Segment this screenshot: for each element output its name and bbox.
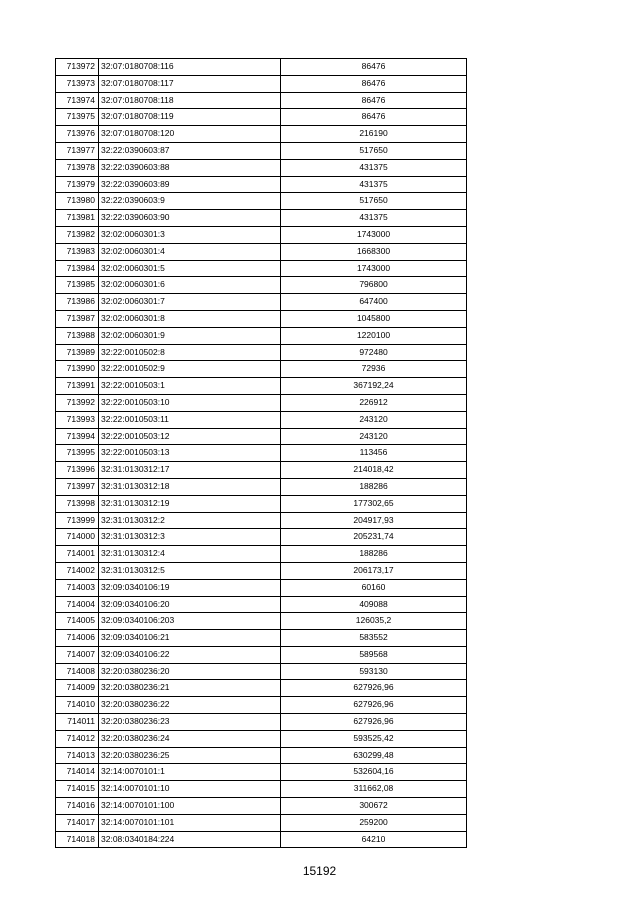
row-id-cell: 713999 (56, 512, 99, 529)
cadastral-value-cell: 1045800 (281, 310, 467, 327)
cadastral-number-cell: 32:02:0060301:9 (99, 327, 281, 344)
table-row (56, 75, 467, 92)
table-row (56, 730, 467, 747)
cadastral-number-cell: 32:20:0380236:21 (99, 680, 281, 697)
cadastral-number-cell: 32:20:0380236:20 (99, 663, 281, 680)
cadastral-number-cell: 32:20:0380236:23 (99, 714, 281, 731)
cadastral-number-cell: 32:22:0390603:88 (99, 159, 281, 176)
table-row (56, 159, 467, 176)
table-row (56, 747, 467, 764)
cadastral-number-cell: 32:22:0010502:9 (99, 361, 281, 378)
row-id-cell: 713997 (56, 478, 99, 495)
table-row (56, 814, 467, 831)
table-row (56, 445, 467, 462)
cadastral-value-cell: 64210 (281, 831, 467, 848)
row-id-cell: 713995 (56, 445, 99, 462)
cadastral-value-cell: 311662,08 (281, 781, 467, 798)
cadastral-value-cell: 431375 (281, 159, 467, 176)
cadastral-number-cell: 32:22:0390603:90 (99, 210, 281, 227)
row-id-cell: 713984 (56, 260, 99, 277)
cadastral-number-cell: 32:31:0130312:18 (99, 478, 281, 495)
row-id-cell: 713983 (56, 243, 99, 260)
page-number: 15192 (302, 864, 337, 878)
cadastral-value-cell: 300672 (281, 798, 467, 815)
cadastral-number-cell: 32:20:0380236:25 (99, 747, 281, 764)
cadastral-number-cell: 32:31:0130312:17 (99, 462, 281, 479)
cadastral-value-cell: 60160 (281, 579, 467, 596)
table-row (56, 260, 467, 277)
cadastral-number-cell: 32:09:0340106:20 (99, 596, 281, 613)
cadastral-number-cell: 32:09:0340106:22 (99, 646, 281, 663)
row-id-cell: 713975 (56, 109, 99, 126)
cadastral-value-cell: 1220100 (281, 327, 467, 344)
cadastral-value-cell: 204917,93 (281, 512, 467, 529)
table-row (56, 59, 467, 76)
row-id-cell: 713982 (56, 226, 99, 243)
row-id-cell: 713977 (56, 142, 99, 159)
cadastral-value-cell: 126035,2 (281, 613, 467, 630)
cadastral-value-cell: 532604,16 (281, 764, 467, 781)
cadastral-value-cell: 647400 (281, 294, 467, 311)
table-row (56, 512, 467, 529)
cadastral-value-cell: 517650 (281, 142, 467, 159)
cadastral-value-cell: 627926,96 (281, 680, 467, 697)
cadastral-value-cell: 214018,42 (281, 462, 467, 479)
cadastral-value-cell: 205231,74 (281, 529, 467, 546)
cadastral-value-cell: 583552 (281, 630, 467, 647)
cadastral-value-cell: 593130 (281, 663, 467, 680)
cadastral-value-cell: 206173,17 (281, 562, 467, 579)
row-id-cell: 713992 (56, 394, 99, 411)
cadastral-value-cell: 86476 (281, 92, 467, 109)
row-id-cell: 713987 (56, 310, 99, 327)
table-row (56, 764, 467, 781)
row-id-cell: 713988 (56, 327, 99, 344)
table-row (56, 714, 467, 731)
cadastral-value-cell: 72936 (281, 361, 467, 378)
cadastral-number-cell: 32:07:0180708:116 (99, 59, 281, 76)
row-id-cell: 714012 (56, 730, 99, 747)
table-row (56, 831, 467, 848)
cadastral-number-cell: 32:22:0390603:9 (99, 193, 281, 210)
table-row (56, 142, 467, 159)
cadastral-value-cell: 593525,42 (281, 730, 467, 747)
cadastral-value-cell: 1668300 (281, 243, 467, 260)
cadastral-number-cell: 32:14:0070101:101 (99, 814, 281, 831)
cadastral-number-cell: 32:20:0380236:22 (99, 697, 281, 714)
cadastral-number-cell: 32:09:0340106:19 (99, 579, 281, 596)
cadastral-number-cell: 32:31:0130312:2 (99, 512, 281, 529)
table-row (56, 478, 467, 495)
cadastral-number-cell: 32:09:0340106:203 (99, 613, 281, 630)
cadastral-number-cell: 32:14:0070101:10 (99, 781, 281, 798)
row-id-cell: 713986 (56, 294, 99, 311)
row-id-cell: 714009 (56, 680, 99, 697)
row-id-cell: 713985 (56, 277, 99, 294)
cadastral-number-cell: 32:22:0010503:13 (99, 445, 281, 462)
cadastral-number-cell: 32:07:0180708:118 (99, 92, 281, 109)
row-id-cell: 713976 (56, 126, 99, 143)
table-row (56, 210, 467, 227)
row-id-cell: 714000 (56, 529, 99, 546)
cadastral-value-table (55, 58, 467, 848)
cadastral-number-cell: 32:31:0130312:5 (99, 562, 281, 579)
row-id-cell: 713996 (56, 462, 99, 479)
row-id-cell: 713973 (56, 75, 99, 92)
row-id-cell: 713989 (56, 344, 99, 361)
table-row (56, 277, 467, 294)
cadastral-value-cell: 226912 (281, 394, 467, 411)
cadastral-value-cell: 1743000 (281, 260, 467, 277)
row-id-cell: 714018 (56, 831, 99, 848)
table-row (56, 579, 467, 596)
row-id-cell: 713980 (56, 193, 99, 210)
cadastral-value-cell: 86476 (281, 59, 467, 76)
cadastral-number-cell: 32:09:0340106:21 (99, 630, 281, 647)
row-id-cell: 713991 (56, 378, 99, 395)
row-id-cell: 714016 (56, 798, 99, 815)
cadastral-value-cell: 243120 (281, 411, 467, 428)
cadastral-number-cell: 32:08:0340184:224 (99, 831, 281, 848)
row-id-cell: 714005 (56, 613, 99, 630)
row-id-cell: 714006 (56, 630, 99, 647)
row-id-cell: 714004 (56, 596, 99, 613)
table-row (56, 562, 467, 579)
row-id-cell: 713974 (56, 92, 99, 109)
row-id-cell: 713979 (56, 176, 99, 193)
table-body (56, 59, 467, 848)
cadastral-value-cell: 431375 (281, 210, 467, 227)
row-id-cell: 714017 (56, 814, 99, 831)
cadastral-value-cell: 243120 (281, 428, 467, 445)
table-row (56, 546, 467, 563)
row-id-cell: 714003 (56, 579, 99, 596)
cadastral-number-cell: 32:07:0180708:119 (99, 109, 281, 126)
cadastral-number-cell: 32:22:0010503:12 (99, 428, 281, 445)
cadastral-number-cell: 32:02:0060301:8 (99, 310, 281, 327)
table-row (56, 495, 467, 512)
row-id-cell: 714002 (56, 562, 99, 579)
cadastral-number-cell: 32:14:0070101:1 (99, 764, 281, 781)
table-row (56, 680, 467, 697)
cadastral-number-cell: 32:02:0060301:4 (99, 243, 281, 260)
row-id-cell: 714015 (56, 781, 99, 798)
row-id-cell: 713994 (56, 428, 99, 445)
cadastral-value-cell: 216190 (281, 126, 467, 143)
cadastral-number-cell: 32:07:0180708:120 (99, 126, 281, 143)
row-id-cell: 714007 (56, 646, 99, 663)
table-row (56, 646, 467, 663)
cadastral-number-cell: 32:22:0010503:11 (99, 411, 281, 428)
cadastral-value-cell: 113456 (281, 445, 467, 462)
cadastral-value-cell: 1743000 (281, 226, 467, 243)
cadastral-value-cell: 86476 (281, 109, 467, 126)
table-row (56, 310, 467, 327)
cadastral-value-cell: 188286 (281, 546, 467, 563)
cadastral-value-cell: 589568 (281, 646, 467, 663)
cadastral-number-cell: 32:20:0380236:24 (99, 730, 281, 747)
table-row (56, 462, 467, 479)
cadastral-value-cell: 630299,48 (281, 747, 467, 764)
table-row (56, 193, 467, 210)
table-row (56, 394, 467, 411)
cadastral-value-cell: 177302,65 (281, 495, 467, 512)
row-id-cell: 714013 (56, 747, 99, 764)
table-row (56, 697, 467, 714)
row-id-cell: 714014 (56, 764, 99, 781)
table-row (56, 109, 467, 126)
cadastral-value-cell: 431375 (281, 176, 467, 193)
table-row (56, 663, 467, 680)
row-id-cell: 714008 (56, 663, 99, 680)
row-id-cell: 713972 (56, 59, 99, 76)
cadastral-number-cell: 32:22:0390603:89 (99, 176, 281, 193)
cadastral-number-cell: 32:07:0180708:117 (99, 75, 281, 92)
cadastral-value-cell: 627926,96 (281, 697, 467, 714)
table-row (56, 243, 467, 260)
row-id-cell: 714011 (56, 714, 99, 731)
table-row (56, 344, 467, 361)
table-row (56, 378, 467, 395)
table-row (56, 781, 467, 798)
cadastral-value-cell: 627926,96 (281, 714, 467, 731)
cadastral-number-cell: 32:31:0130312:3 (99, 529, 281, 546)
cadastral-number-cell: 32:02:0060301:6 (99, 277, 281, 294)
table-row (56, 529, 467, 546)
cadastral-value-cell: 517650 (281, 193, 467, 210)
row-id-cell: 714010 (56, 697, 99, 714)
table-row (56, 630, 467, 647)
row-id-cell: 713981 (56, 210, 99, 227)
cadastral-number-cell: 32:22:0010503:10 (99, 394, 281, 411)
cadastral-number-cell: 32:02:0060301:3 (99, 226, 281, 243)
table-row (56, 411, 467, 428)
row-id-cell: 713978 (56, 159, 99, 176)
cadastral-number-cell: 32:31:0130312:19 (99, 495, 281, 512)
cadastral-number-cell: 32:31:0130312:4 (99, 546, 281, 563)
table-row (56, 92, 467, 109)
table-row (56, 176, 467, 193)
cadastral-value-cell: 367192,24 (281, 378, 467, 395)
cadastral-number-cell: 32:22:0010503:1 (99, 378, 281, 395)
table-row (56, 327, 467, 344)
row-id-cell: 713998 (56, 495, 99, 512)
cadastral-value-cell: 972480 (281, 344, 467, 361)
cadastral-number-cell: 32:22:0010502:8 (99, 344, 281, 361)
cadastral-number-cell: 32:14:0070101:100 (99, 798, 281, 815)
cadastral-value-cell: 86476 (281, 75, 467, 92)
row-id-cell: 713993 (56, 411, 99, 428)
row-id-cell: 714001 (56, 546, 99, 563)
cadastral-number-cell: 32:02:0060301:7 (99, 294, 281, 311)
table-row (56, 126, 467, 143)
cadastral-number-cell: 32:02:0060301:5 (99, 260, 281, 277)
cadastral-number-cell: 32:22:0390603:87 (99, 142, 281, 159)
table-row (56, 226, 467, 243)
cadastral-value-cell: 409088 (281, 596, 467, 613)
table-row (56, 596, 467, 613)
table-row (56, 798, 467, 815)
table-row (56, 294, 467, 311)
cadastral-value-cell: 188286 (281, 478, 467, 495)
table-row (56, 613, 467, 630)
cadastral-value-cell: 796800 (281, 277, 467, 294)
table-row (56, 428, 467, 445)
table-row (56, 361, 467, 378)
cadastral-value-cell: 259200 (281, 814, 467, 831)
row-id-cell: 713990 (56, 361, 99, 378)
